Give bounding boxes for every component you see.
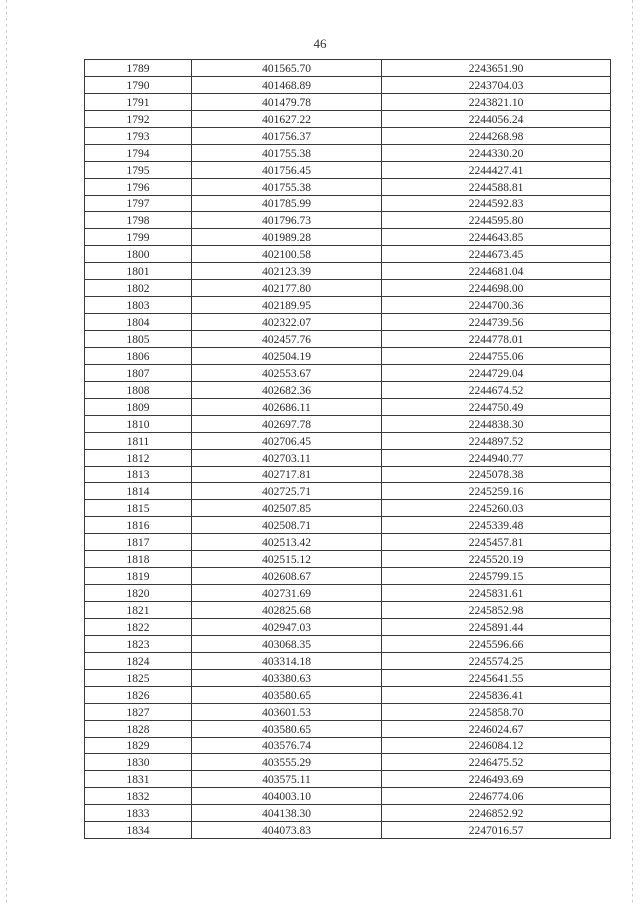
point-number-cell: 1798 [85,212,192,229]
table-row [85,229,611,246]
y-coordinate-cell: 2244729.04 [382,364,611,381]
x-coordinate-cell: 403576.74 [192,737,382,754]
y-coordinate-cell: 2244330.20 [382,144,611,161]
point-number-cell: 1789 [85,60,192,77]
point-number-cell: 1815 [85,500,192,517]
y-coordinate-cell: 2246084.12 [382,737,611,754]
y-coordinate-cell: 2244681.04 [382,263,611,280]
y-coordinate-cell: 2243704.03 [382,76,611,93]
table-row [85,246,611,263]
y-coordinate-cell: 2245078.38 [382,466,611,483]
x-coordinate-cell: 402703.11 [192,449,382,466]
y-coordinate-cell: 2244778.01 [382,331,611,348]
point-number-cell: 1799 [85,229,192,246]
y-coordinate-cell: 2244739.56 [382,314,611,331]
table-row [85,686,611,703]
point-number-cell: 1820 [85,585,192,602]
x-coordinate-cell: 403575.11 [192,771,382,788]
x-coordinate-cell: 402825.68 [192,602,382,619]
y-coordinate-cell: 2244698.00 [382,280,611,297]
table-row [85,771,611,788]
table-row [85,60,611,77]
x-coordinate-cell: 403580.65 [192,686,382,703]
table-row [85,585,611,602]
point-number-cell: 1817 [85,534,192,551]
point-number-cell: 1814 [85,483,192,500]
point-number-cell: 1816 [85,517,192,534]
table-row [85,517,611,534]
table-row [85,602,611,619]
y-coordinate-cell: 2245799.15 [382,568,611,585]
x-coordinate-cell: 401755.38 [192,144,382,161]
y-coordinate-cell: 2245858.70 [382,703,611,720]
y-coordinate-cell: 2245641.55 [382,669,611,686]
x-coordinate-cell: 404073.83 [192,822,382,839]
table-row [85,297,611,314]
x-coordinate-cell: 402947.03 [192,618,382,635]
x-coordinate-cell: 402322.07 [192,314,382,331]
coordinate-table-body [85,60,611,839]
x-coordinate-cell: 402731.69 [192,585,382,602]
x-coordinate-cell: 402682.36 [192,381,382,398]
table-row [85,331,611,348]
x-coordinate-cell: 403314.18 [192,652,382,669]
x-coordinate-cell: 403580.65 [192,720,382,737]
point-number-cell: 1792 [85,110,192,127]
point-number-cell: 1811 [85,432,192,449]
point-number-cell: 1790 [85,76,192,93]
table-row [85,127,611,144]
table-row [85,161,611,178]
table-row [85,364,611,381]
x-coordinate-cell: 401755.38 [192,178,382,195]
table-row [85,720,611,737]
y-coordinate-cell: 2246024.67 [382,720,611,737]
x-coordinate-cell: 402686.11 [192,398,382,415]
x-coordinate-cell: 402608.67 [192,568,382,585]
coordinate-table [84,59,611,839]
table-row [85,635,611,652]
point-number-cell: 1833 [85,805,192,822]
table-row [85,178,611,195]
point-number-cell: 1828 [85,720,192,737]
y-coordinate-cell: 2245339.48 [382,517,611,534]
x-coordinate-cell: 401468.89 [192,76,382,93]
y-coordinate-cell: 2245260.03 [382,500,611,517]
y-coordinate-cell: 2244643.85 [382,229,611,246]
point-number-cell: 1801 [85,263,192,280]
table-row [85,822,611,839]
y-coordinate-cell: 2245574.25 [382,652,611,669]
table-row [85,314,611,331]
x-coordinate-cell: 402100.58 [192,246,382,263]
x-coordinate-cell: 402189.95 [192,297,382,314]
point-number-cell: 1834 [85,822,192,839]
table-row [85,568,611,585]
table-row [85,788,611,805]
y-coordinate-cell: 2245831.61 [382,585,611,602]
y-coordinate-cell: 2244755.06 [382,347,611,364]
page-number: 46 [313,36,327,51]
table-row [85,195,611,212]
point-number-cell: 1813 [85,466,192,483]
point-number-cell: 1832 [85,788,192,805]
table-row [85,500,611,517]
point-number-cell: 1791 [85,93,192,110]
x-coordinate-cell: 403380.63 [192,669,382,686]
point-number-cell: 1802 [85,280,192,297]
x-coordinate-cell: 402513.42 [192,534,382,551]
y-coordinate-cell: 2244897.52 [382,432,611,449]
x-coordinate-cell: 402504.19 [192,347,382,364]
x-coordinate-cell: 402515.12 [192,551,382,568]
y-coordinate-cell: 2244427.41 [382,161,611,178]
table-row [85,652,611,669]
left-edge-scan-marks [6,0,7,905]
x-coordinate-cell: 401479.78 [192,93,382,110]
point-number-cell: 1803 [85,297,192,314]
x-coordinate-cell: 401565.70 [192,60,382,77]
table-row [85,76,611,93]
table-row [85,263,611,280]
y-coordinate-cell: 2244592.83 [382,195,611,212]
point-number-cell: 1805 [85,331,192,348]
point-number-cell: 1795 [85,161,192,178]
y-coordinate-cell: 2247016.57 [382,822,611,839]
x-coordinate-cell: 402725.71 [192,483,382,500]
y-coordinate-cell: 2246774.06 [382,788,611,805]
x-coordinate-cell: 402697.78 [192,415,382,432]
point-number-cell: 1806 [85,347,192,364]
point-number-cell: 1796 [85,178,192,195]
table-row [85,415,611,432]
x-coordinate-cell: 403601.53 [192,703,382,720]
point-number-cell: 1818 [85,551,192,568]
table-row [85,737,611,754]
point-number-cell: 1830 [85,754,192,771]
y-coordinate-cell: 2244838.30 [382,415,611,432]
y-coordinate-cell: 2245852.98 [382,602,611,619]
table-row [85,144,611,161]
x-coordinate-cell: 401989.28 [192,229,382,246]
table-row [85,703,611,720]
point-number-cell: 1809 [85,398,192,415]
table-row [85,280,611,297]
table-row [85,110,611,127]
y-coordinate-cell: 2244674.52 [382,381,611,398]
point-number-cell: 1794 [85,144,192,161]
y-coordinate-cell: 2245457.81 [382,534,611,551]
y-coordinate-cell: 2245596.66 [382,635,611,652]
point-number-cell: 1812 [85,449,192,466]
point-number-cell: 1825 [85,669,192,686]
point-number-cell: 1823 [85,635,192,652]
table-row [85,93,611,110]
x-coordinate-cell: 401785.99 [192,195,382,212]
table-row [85,212,611,229]
x-coordinate-cell: 403068.35 [192,635,382,652]
x-coordinate-cell: 401756.37 [192,127,382,144]
table-row [85,618,611,635]
x-coordinate-cell: 402123.39 [192,263,382,280]
x-coordinate-cell: 402717.81 [192,466,382,483]
y-coordinate-cell: 2246493.69 [382,771,611,788]
y-coordinate-cell: 2244588.81 [382,178,611,195]
y-coordinate-cell: 2243651.90 [382,60,611,77]
x-coordinate-cell: 401627.22 [192,110,382,127]
x-coordinate-cell: 401756.45 [192,161,382,178]
y-coordinate-cell: 2245520.19 [382,551,611,568]
y-coordinate-cell: 2246852.92 [382,805,611,822]
point-number-cell: 1819 [85,568,192,585]
x-coordinate-cell: 402507.85 [192,500,382,517]
y-coordinate-cell: 2244700.36 [382,297,611,314]
point-number-cell: 1800 [85,246,192,263]
point-number-cell: 1793 [85,127,192,144]
x-coordinate-cell: 402177.80 [192,280,382,297]
point-number-cell: 1831 [85,771,192,788]
x-coordinate-cell: 404003.10 [192,788,382,805]
point-number-cell: 1808 [85,381,192,398]
x-coordinate-cell: 404138.30 [192,805,382,822]
table-row [85,381,611,398]
table-row [85,534,611,551]
x-coordinate-cell: 401796.73 [192,212,382,229]
y-coordinate-cell: 2244056.24 [382,110,611,127]
table-row [85,805,611,822]
point-number-cell: 1810 [85,415,192,432]
x-coordinate-cell: 402508.71 [192,517,382,534]
y-coordinate-cell: 2246475.52 [382,754,611,771]
table-row [85,669,611,686]
table-row [85,483,611,500]
point-number-cell: 1829 [85,737,192,754]
y-coordinate-cell: 2244268.98 [382,127,611,144]
y-coordinate-cell: 2244940.77 [382,449,611,466]
table-row [85,347,611,364]
point-number-cell: 1824 [85,652,192,669]
table-row [85,449,611,466]
y-coordinate-cell: 2245259.16 [382,483,611,500]
table-row [85,432,611,449]
table-row [85,551,611,568]
x-coordinate-cell: 403555.29 [192,754,382,771]
right-edge-scan-marks [632,0,633,905]
point-number-cell: 1797 [85,195,192,212]
point-number-cell: 1804 [85,314,192,331]
table-row [85,398,611,415]
y-coordinate-cell: 2245836.41 [382,686,611,703]
point-number-cell: 1807 [85,364,192,381]
table-row [85,466,611,483]
point-number-cell: 1826 [85,686,192,703]
x-coordinate-cell: 402706.45 [192,432,382,449]
table-row [85,754,611,771]
y-coordinate-cell: 2245891.44 [382,618,611,635]
y-coordinate-cell: 2243821.10 [382,93,611,110]
y-coordinate-cell: 2244750.49 [382,398,611,415]
point-number-cell: 1821 [85,602,192,619]
x-coordinate-cell: 402457.76 [192,331,382,348]
point-number-cell: 1827 [85,703,192,720]
point-number-cell: 1822 [85,618,192,635]
x-coordinate-cell: 402553.67 [192,364,382,381]
y-coordinate-cell: 2244673.45 [382,246,611,263]
y-coordinate-cell: 2244595.80 [382,212,611,229]
